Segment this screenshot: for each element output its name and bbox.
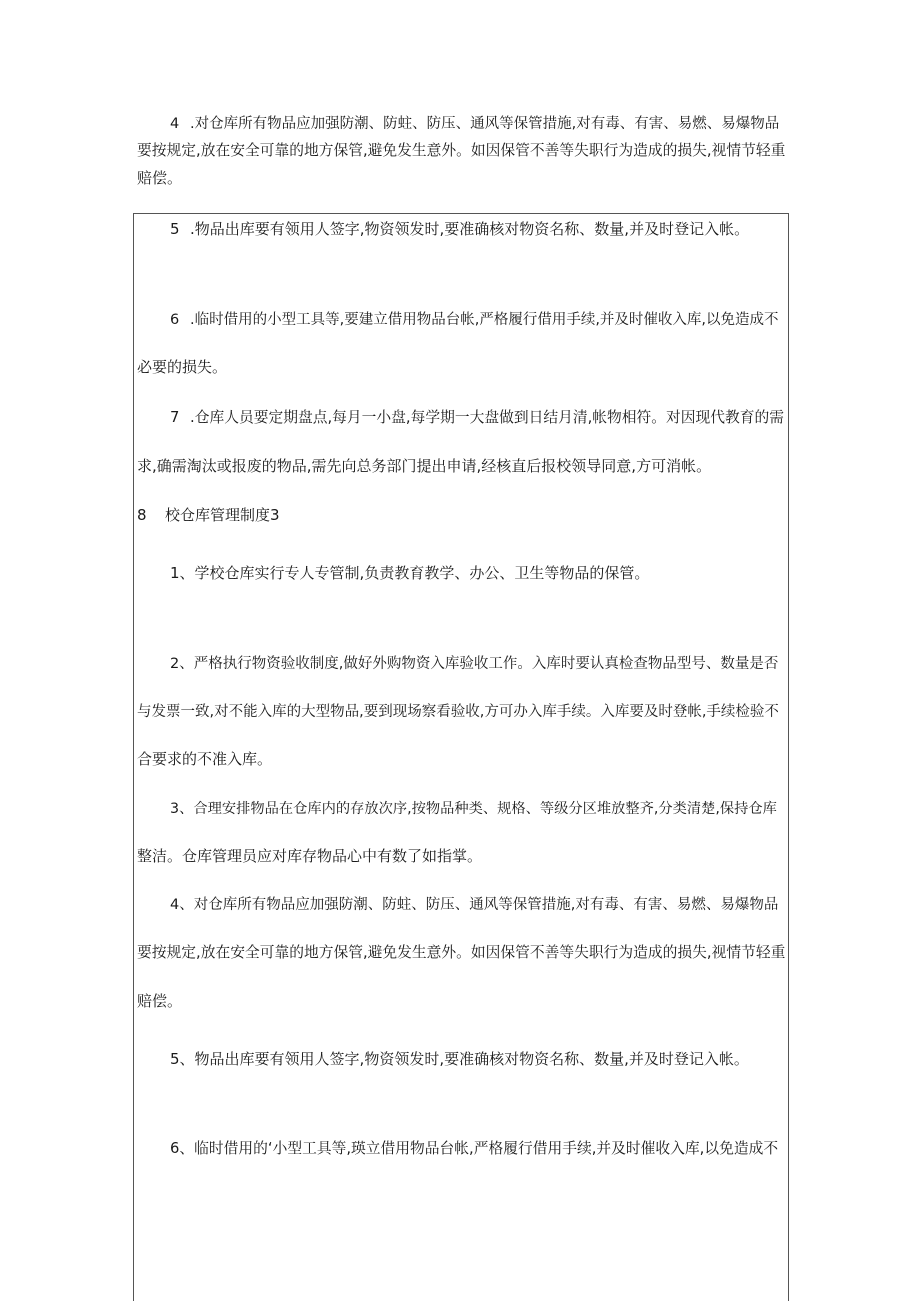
item-number: 7 xyxy=(170,409,180,426)
section-paragraph-3-line-1: 3、合理安排物品在仓库内的存放次序,按物品种类、规格、等级分区堆放整齐,分类清楚,保持仓库 xyxy=(170,801,777,817)
paragraph-6-line-1 xyxy=(170,310,779,330)
section-paragraph-4-line-3: 赔偿。 xyxy=(137,992,183,1010)
section-paragraph-3-line-2: 整洁。仓库管理员应对库存物品心中有数了如指掌。 xyxy=(137,847,483,865)
section-paragraph-5: 5、物品出库要有领用人签字,物资领发时,要准确核对物资名称、数量,并及时登记入帐。 xyxy=(170,1050,749,1068)
paragraph-5 xyxy=(170,219,749,239)
item-number: 5 xyxy=(170,220,180,238)
section-paragraph-4-line-1: 4、对仓库所有物品应加强防潮、防蛀、防压、通风等保管措施,对有毒、有害、易燃、易爆物品 xyxy=(170,897,779,913)
paragraph-text: .对仓库所有物品应加强防潮、防蛀、防压、通风等保管措施,对有毒、有害、易燃、易爆物品 xyxy=(190,116,780,132)
section-title: 校仓库管理制度3 xyxy=(165,506,280,524)
item-number: 4 xyxy=(170,116,180,132)
paragraph-text: .临时借用的小型工具等,要建立借用物品台帐,严格履行借用手续,并及时催收入库,以免造成不 xyxy=(190,312,779,328)
section-paragraph-2-line-1: 2、严格执行物资验收制度,做好外购物资入库验收工作。入库时要认真检查物品型号、数量是否 xyxy=(170,656,779,672)
paragraph-4-line-3: 赔偿。 xyxy=(137,169,183,187)
section-paragraph-1: 1、学校仓库实行专人专管制,负责教育教学、办公、卫生等物品的保管。 xyxy=(170,564,650,582)
section-heading xyxy=(137,505,280,525)
section-paragraph-4-line-2: 要按规定,放在安全可靠的地方保管,避免发生意外。如因保管不善等失职行为造成的损失,视情节轻重 xyxy=(137,944,786,961)
paragraph-7-line-2: 求,确需淘汰或报废的物品,需先向总务部门提出申请,经核直后报校领导同意,方可消帐。 xyxy=(137,457,712,475)
section-paragraph-2-line-3: 合要求的不准入库。 xyxy=(137,750,273,768)
paragraph-text: .仓库人员要定期盘点,每月一小盘,每学期一大盘做到日结月清,帐物相符。对因现代教育的需 xyxy=(190,409,785,426)
section-paragraph-6-line-1: 6、临时借用的‘小型工具等,瑛立借用物品台帐,严格履行借用手续,并及时催收入库,以免造成不 xyxy=(170,1140,779,1157)
item-number: 6 xyxy=(170,312,180,328)
section-paragraph-2-line-2: 与发票一致,对不能入库的大型物品,要到现场察看验收,方可办入库手续。入库要及时登帐,手续检验不 xyxy=(137,704,779,720)
paragraph-7-line-1 xyxy=(170,408,784,428)
section-number: 8 xyxy=(137,506,147,524)
paragraph-4-line-2: 要按规定,放在安全可靠的地方保管,避免发生意外。如因保管不善等失职行为造成的损失,视情节轻重 xyxy=(137,142,786,159)
paragraph-6-line-2: 必要的损失。 xyxy=(137,358,228,376)
paragraph-text: .物品出库要有领用人签字,物资领发时,要准确核对物资名称、数量,并及时登记入帐。 xyxy=(190,220,750,238)
paragraph-4-line-1 xyxy=(170,114,779,134)
